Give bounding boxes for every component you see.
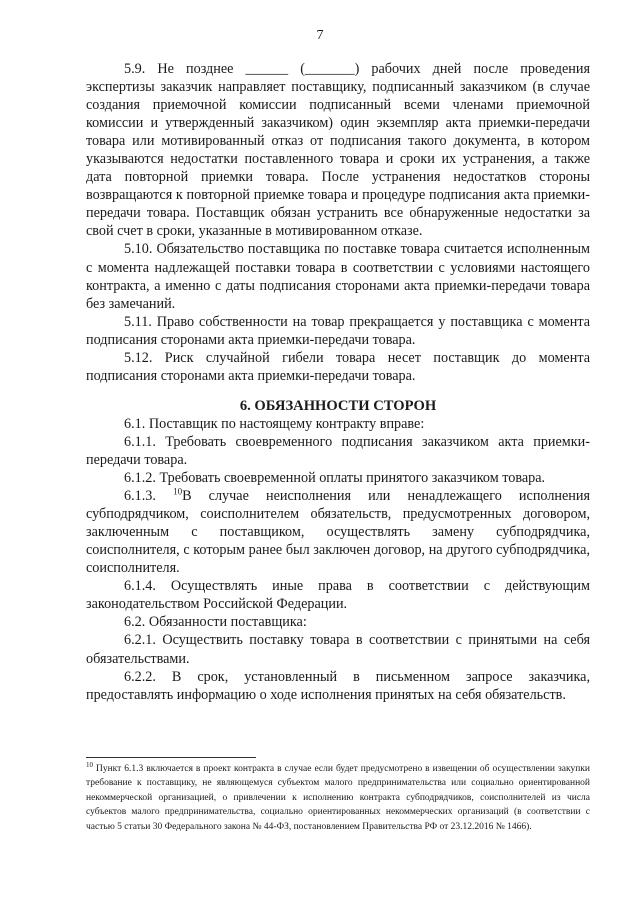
footnote-marker: 10 bbox=[86, 760, 93, 769]
footnote-divider bbox=[86, 757, 256, 758]
clause-6-1-3-number: 6.1.3. bbox=[124, 488, 156, 505]
clause-5-9: 5.9. Не позднее ______ (_______) рабочих дней после проведения экспертизы заказчик направляет поставщику, подписанный заказчиком (в случае создания приемочной комиссии подписанный всеми членами приемочной комиссии и утвержденный заказчиком) один экземпляр акта приемки-передачи товара или мотивированный отказ от подписания такого документа, в котором указываются недостатки поставленного товара и сроки их устранения, а также дата повторной приемки товара. После устранения недостатков стороны возвращаются к повторной приемке товара и процедуре подписания акта приемки-передачи товара. Поставщик обязан устранить все обнаруженные недостатки за свой счет в сроки, указанные в мотивированном отказе. bbox=[86, 61, 590, 240]
clause-5-11: 5.11. Право собственности на товар прекращается у поставщика с момента подписания сторонами акта приемки-передачи товара. bbox=[86, 313, 590, 348]
footnote bbox=[86, 762, 590, 834]
footnote-reference[interactable]: 10 bbox=[173, 486, 183, 497]
clause-6-1-2: 6.1.2. Требовать своевременной оплаты принятого заказчиком товара. bbox=[124, 470, 546, 487]
clause-6-1-3-text: В случае неисполнения или ненадлежащего исполнения субподрядчиком, соисполнителем обязательств, предусмотренных договором, заключенным с поставщиком, осуществлять замену субподрядчика, соисполнителя, с которым ранее был заключен договор, на другого субподрядчика, соисполнителя. bbox=[86, 488, 591, 577]
page-number: 7 bbox=[316, 28, 324, 43]
clause-6-1-4: 6.1.4. Осуществлять иные права в соответствии с действующим законодательством Российской Федерации. bbox=[86, 578, 590, 613]
clause-6-2: 6.2. Обязанности поставщика: bbox=[124, 614, 307, 631]
document-body bbox=[86, 60, 590, 704]
section-heading: 6. ОБЯЗАННОСТИ СТОРОН bbox=[239, 397, 437, 414]
clause-6-1: 6.1. Поставщик по настоящему контракту вправе: bbox=[124, 415, 425, 432]
clause-6-2-2: 6.2.2. В срок, установленный в письменном запросе заказчика, предоставлять информацию о ходе исполнения принятых на себя обязательств. bbox=[86, 668, 590, 703]
clause-6-1-3 bbox=[86, 487, 590, 577]
clause-5-12: 5.12. Риск случайной гибели товара несет поставщик до момента подписания сторонами акта приемки-передачи товара. bbox=[86, 349, 590, 384]
clause-6-2-1: 6.2.1. Осуществить поставку товара в соответствии с принятыми на себя обязательствами. bbox=[86, 632, 590, 667]
footnote-text: Пункт 6.1.3 включается в проект контракта в случае если будет предусмотрено в извещении об осуществлении закупки требование к поставщику, не являющемуся субъектом малого предпринимательства или социально ориентированной некоммерческой организацией, о привлечении к исполнению контракта субподрядчиков, соисполнителей из числа субъектов малого предпринимательства, социально ориентированных некоммерческих организаций (в соответствии с частью 5 статьи 30 Федерального закона № 44-ФЗ, постановлением Правительства РФ от 23.12.2016 № 1466). bbox=[86, 764, 590, 832]
clause-6-1-1: 6.1.1. Требовать своевременного подписания заказчиком акта приемки-передачи товара. bbox=[86, 433, 590, 468]
clause-5-10: 5.10. Обязательство поставщика по поставке товара считается исполненным с момента надлежащей поставки товара в соответствии с условиями настоящего контракта, а именно с даты подписания сторонами акта приемки-передачи товара без замечаний. bbox=[86, 241, 590, 312]
